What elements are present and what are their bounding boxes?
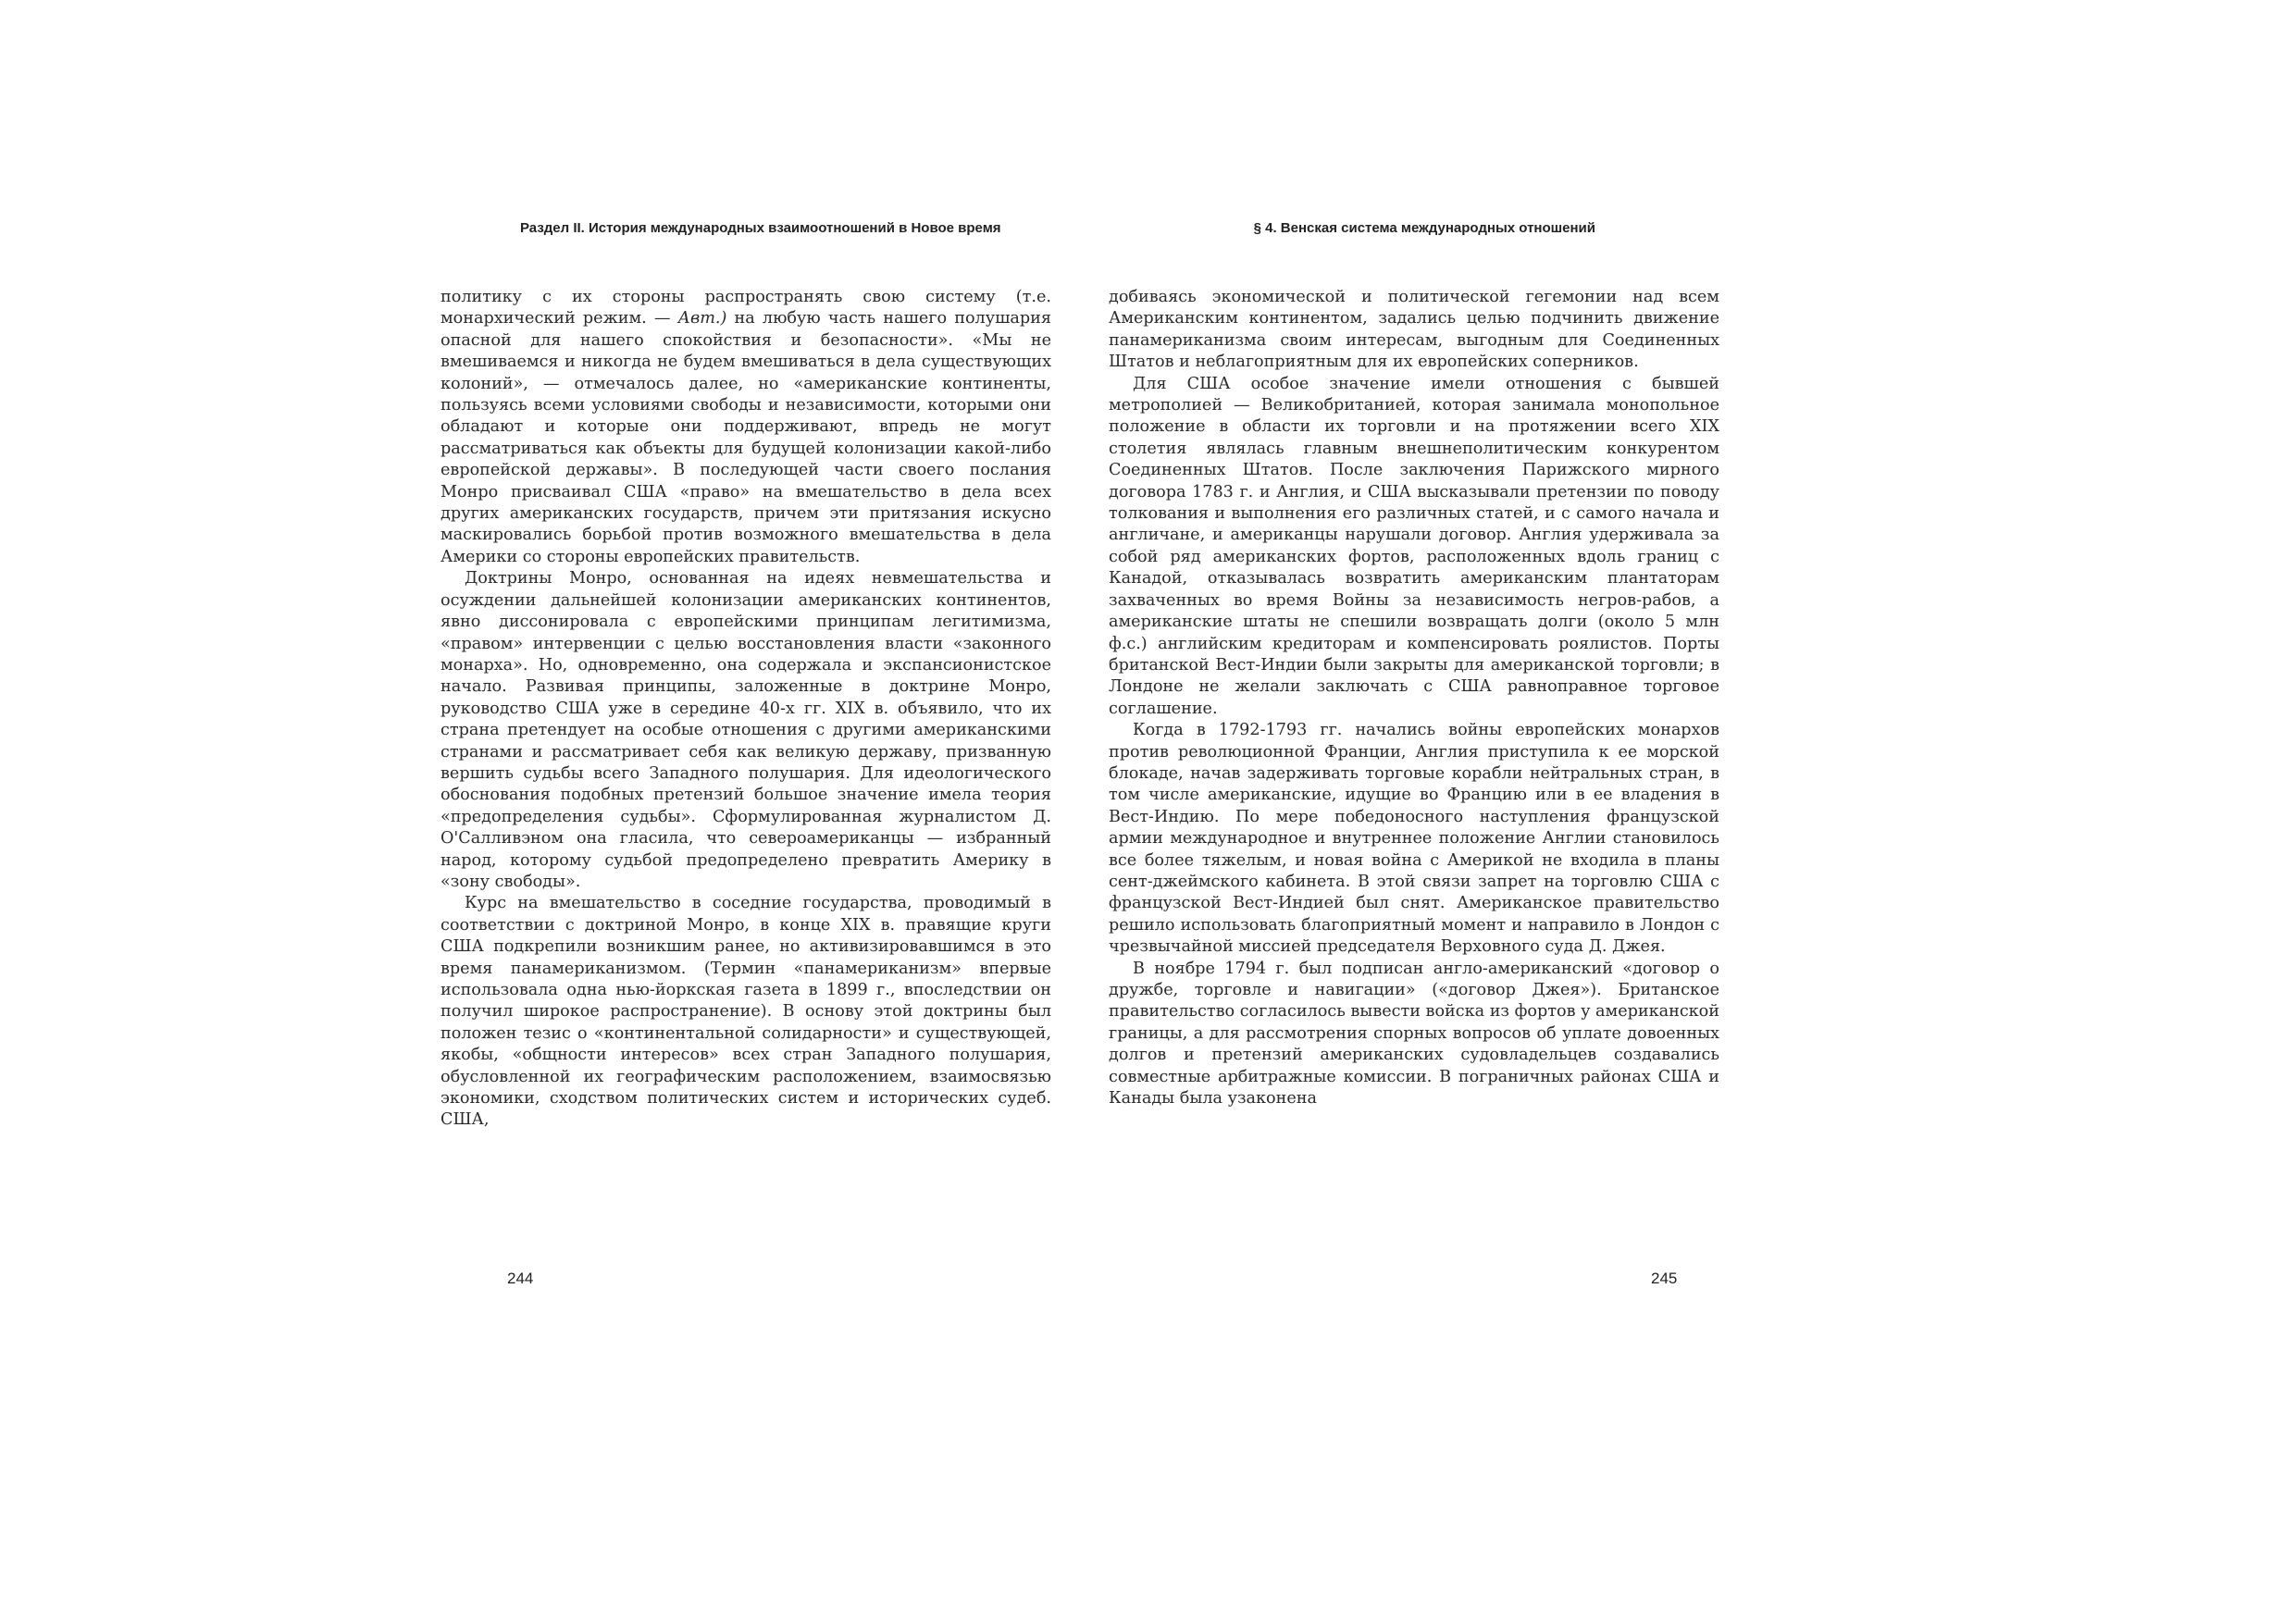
- paragraph: Для США особое значение имели отношения с бывшей метрополией — Великобританией, которая занимала монопольное положение в области их торговли и на протяжении всего XIX столетия являлась главным внешнеполитическим конкурентом Соединенных Штатов. После заключения Парижского мирного договора 1783 г. и Англия, и США высказывали претензии по поводу толкования и выполнения его различных статей, и с самого начала и англичане, и американцы нарушали договор. Англия удерживала за собой ряд американских фортов, расположенных вдоль границ с Канадой, отказывалась возвратить американским плантаторам захваченных во время Войны за независимость негров-рабов, а американские штаты не спешили возвращать долги (около 5 млн ф.с.) английским кредиторам и компенсировать роялистов. Порты британской Вест-Индии были закрыты для американской торговли; в Лондоне не желали заключать с США равноправное торговое соглашение.: [1109, 374, 1719, 718]
- left-page-body: [441, 287, 1051, 1175]
- paragraph: Когда в 1792-1793 гг. начались войны европейских монархов против революционной Франции, Англия приступила к ее морской блокаде, начав задерживать торговые корабли нейтральных стран, в том числе американские, идущие во Францию или в ее владения в Вест-Индию. По мере победоносного наступления французской армии международное и внутреннее положение Англии становилось все более тяжелым, и новая война с Америкой не входила в планы сент-джеймского кабинета. В этой связи запрет на торговлю США с французской Вест-Индией был снят. Американское правительство решило использовать благоприятный момент и направило в Лондон с чрезвычайной миссией председателя Верховного суда Д. Джея.: [1109, 721, 1719, 957]
- right-page-body: [1109, 287, 1719, 1175]
- author-note: Авт.): [677, 309, 727, 328]
- running-header-left: Раздел II. История международных взаимоотношений в Новое время: [520, 220, 1001, 236]
- paragraph: политику с их стороны распространять свою систему (т.е. монархический режим. — Авт.) на любую часть нашего полушария опасной для нашего спокойствия и безопасности». «Мы не вмешиваемся и никогда не будем вмешиваться в дела существующих колоний», — отмечалось далее, но «американские континенты, пользуясь всеми условиями свободы и независимости, которыми они обладают и которые они поддерживают, впредь не могут рассматриваться как объекты для будущей колонизации какой-либо европейской державы». В последующей части своего послания Монро присваивал США «право» на вмешательство в дела всех других американских государств, причем эти притязания искусно маскировались борьбой против возможного вмешательства в дела Америки со стороны европейских правительств.: [441, 288, 1051, 566]
- paragraph: Курс на вмешательство в соседние государства, проводимый в соответствии с доктриной Монро, в конце XIX в. правящие круги США подкрепили возникшим ранее, но активизировавшимся в это время панамериканизмом. (Термин «панамериканизм» впервые использовала одна нью-йоркская газета в 1899 г., впоследствии он получил широкое распространение). В основу этой доктрины был положен тезис о «континентальной солидарности» и существующей, якобы, «общности интересов» всех стран Западного полушария, обусловленной их географическим расположением, взаимосвязью экономики, сходством политических систем и исторических судеб. США,: [441, 894, 1051, 1130]
- page-number-right: 245: [1651, 1270, 1678, 1287]
- paragraph: В ноябре 1794 г. был подписан англо-американский «договор о дружбе, торговле и навигации» («договор Джея»). Британское правительство согласилось вывести войска из фортов у американской границы, а для рассмотрения спорных вопросов об уплате довоенных долгов и претензий американских судовладельцев создавались совместные арбитражные комиссии. В пограничных районах США и Канады была узаконена: [1109, 959, 1719, 1109]
- paragraph: добиваясь экономической и политической гегемонии над всем Американским континентом, задались целью подчинить движение панамериканизма своим интересам, выгодным для Соединенных Штатов и неблагоприятным для их европейских соперников.: [1109, 288, 1719, 372]
- paragraph: Доктрины Монро, основанная на идеях невмешательства и осуждении дальнейшей колонизации американских континентов, явно диссонировала с европейскими принципам легитимизма, «правом» интервенции с целью восстановления власти «законного монарха». Но, одновременно, она содержала и экспансионистское начало. Развивая принципы, заложенные в доктрине Монро, руководство США уже в середине 40-х гг. XIX в. объявило, что их страна претендует на особые отношения с другими американскими странами и рассматривает себя как великую державу, призванную вершить судьбы всего Западного полушария. Для идеологического обоснования подобных претензий большое значение имела теория «предопределения судьбы». Сформулированная журналистом Д. О'Салливэном она гласила, что североамериканцы — избранный народ, которому судьбой предопределено превратить Америку в «зону свободы».: [441, 569, 1051, 891]
- page-number-left: 244: [507, 1270, 534, 1287]
- running-header-right: § 4. Венская система международных отношений: [1253, 220, 1595, 236]
